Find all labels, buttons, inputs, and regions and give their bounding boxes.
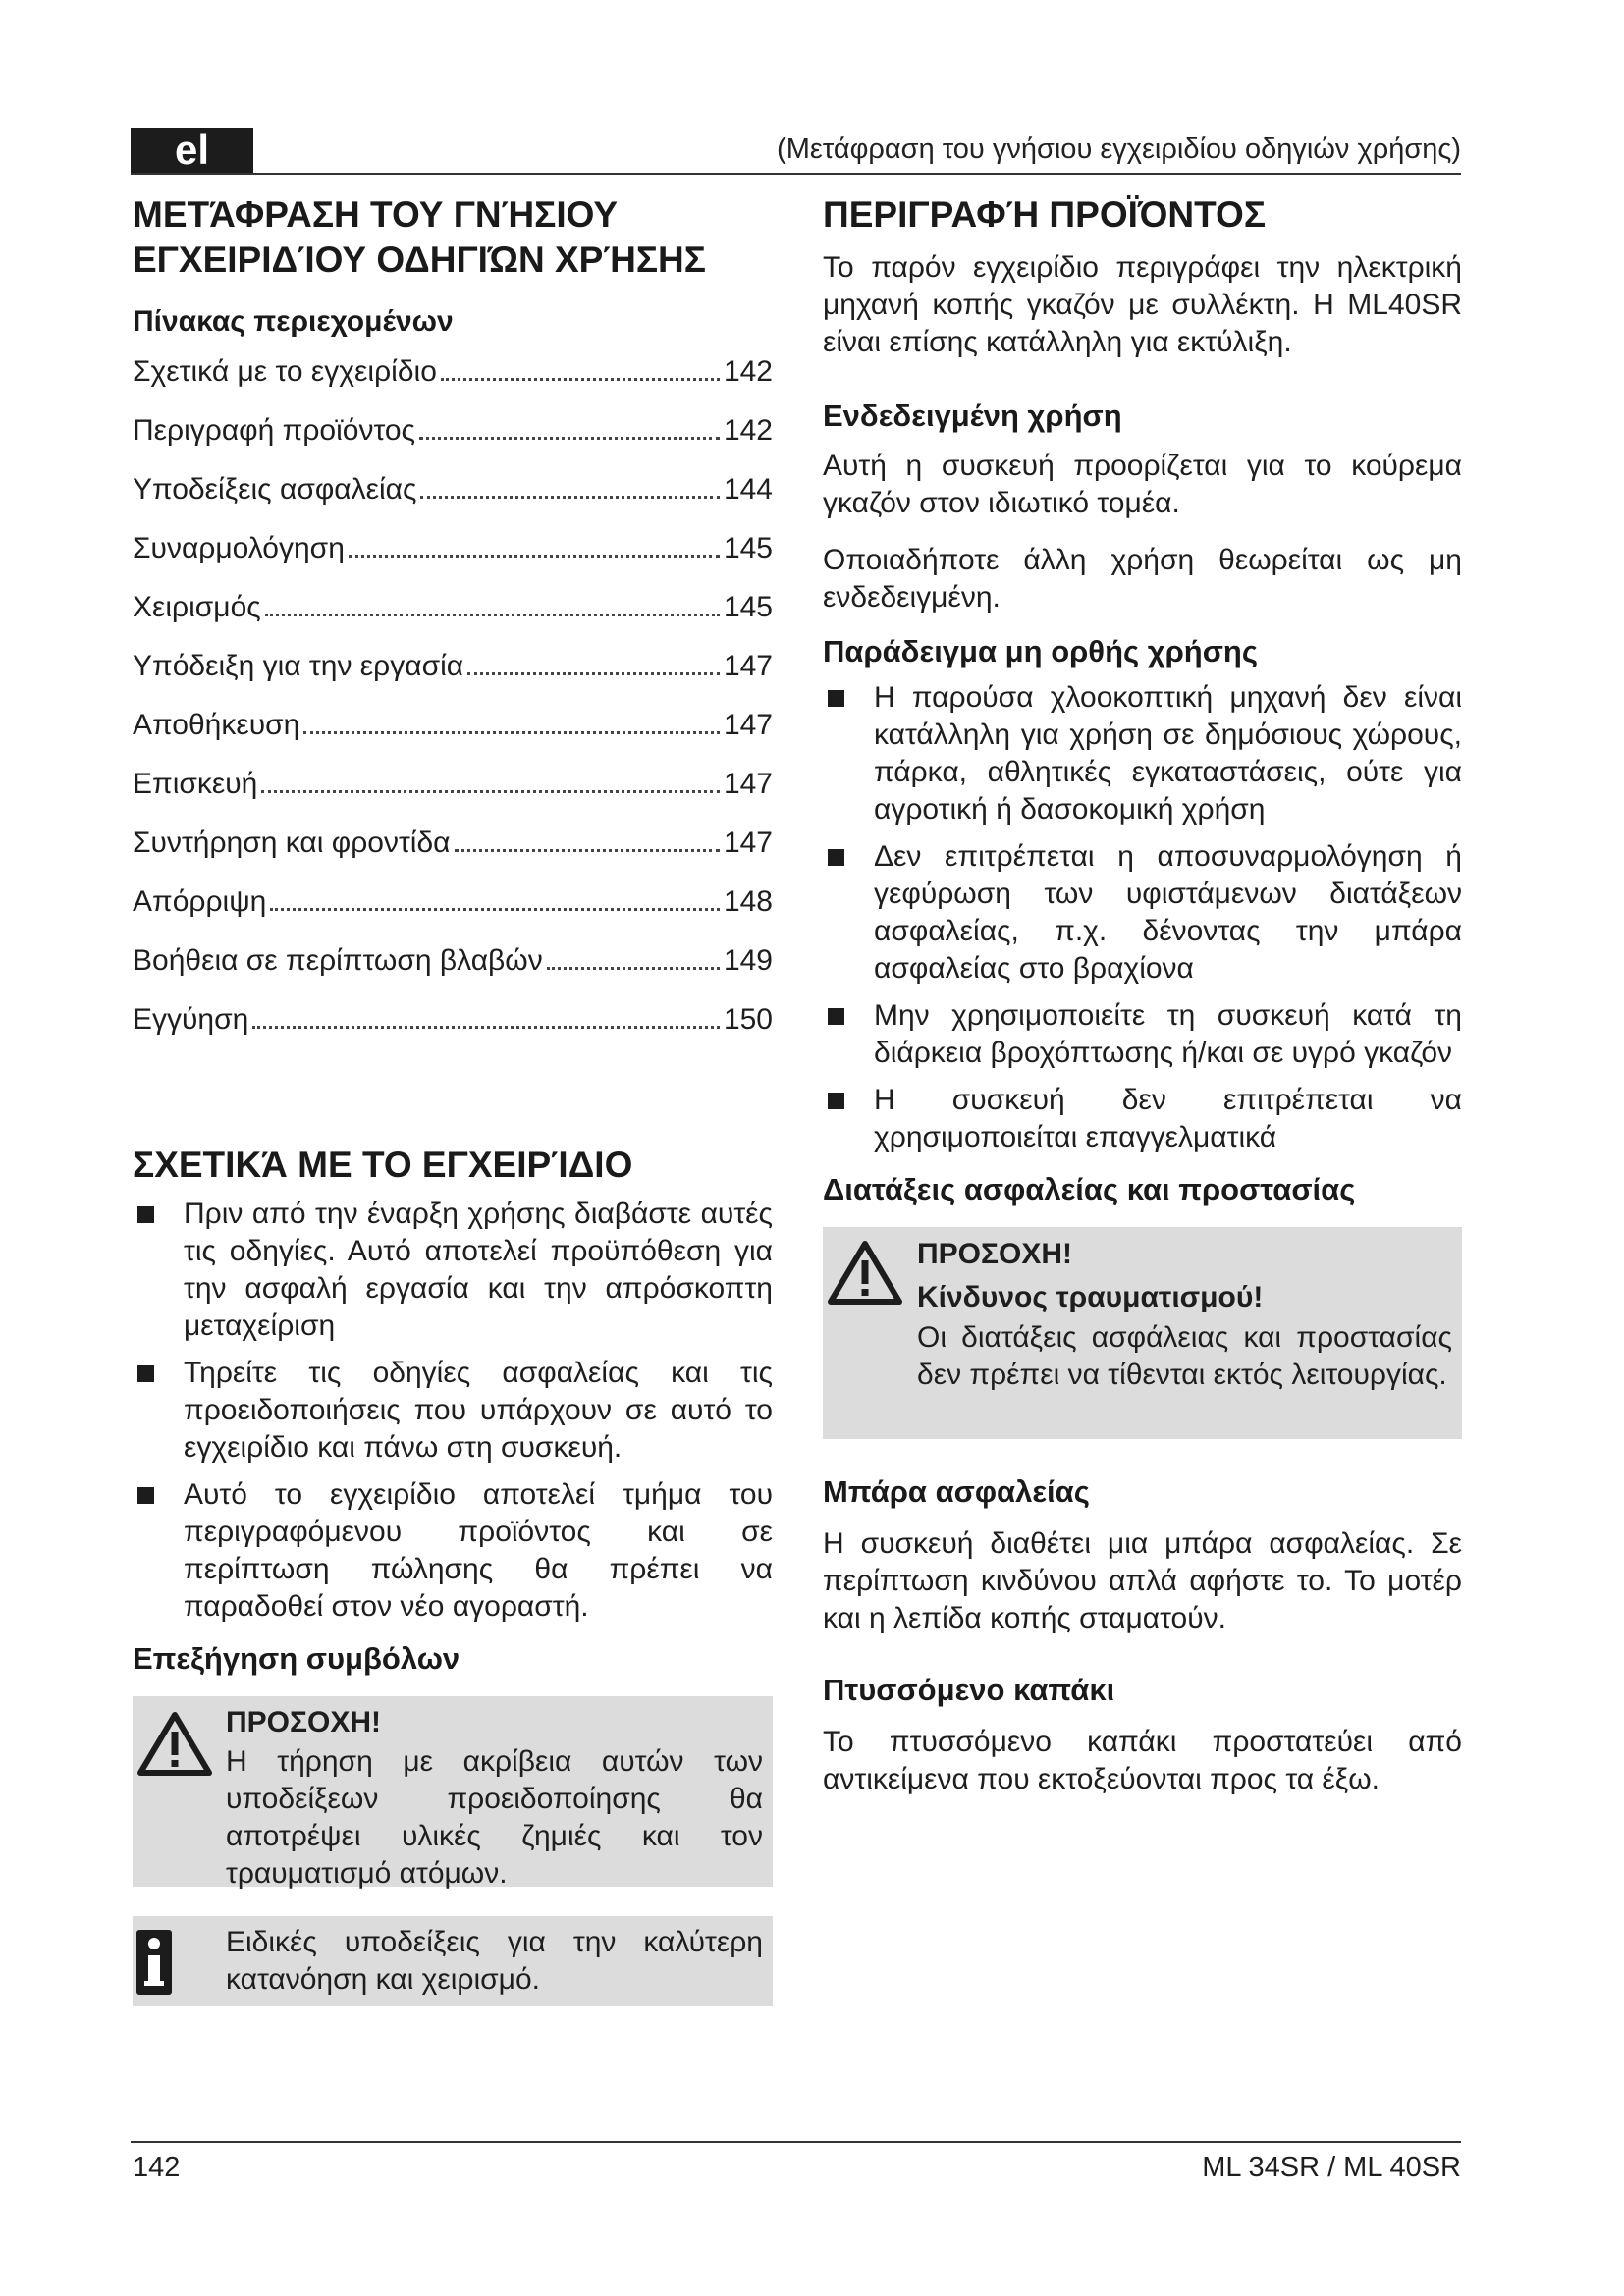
- toc-entry: [133, 1003, 773, 1062]
- toc-entry: [133, 532, 773, 591]
- toc-leader-dots: [547, 967, 720, 970]
- misuse-list: [823, 679, 1462, 1156]
- page-title: [133, 192, 773, 283]
- product-intro-text: Το παρόν εγχειρίδιο περιγράφει την ηλεκτρική μηχανή κοπής γκαζόν με συλλέκτη. Η ML40SR είναι επίσης κατάλληλη για εκτύλιξη.: [823, 251, 1462, 358]
- left-column: [133, 192, 773, 2006]
- toc-entry-page: 150: [723, 1003, 773, 1036]
- toc-entry-label: Εγγύηση: [133, 1003, 249, 1036]
- toc-entry-label: Συναρμολόγηση: [133, 532, 345, 564]
- toc-entry-page: 145: [723, 532, 773, 564]
- warning-title: ΠΡΟΣΟΧΗ!: [917, 1238, 1073, 1270]
- language-tag: el: [131, 128, 253, 174]
- toc-leader-dots: [419, 437, 720, 440]
- toc-entry: [133, 709, 773, 768]
- list-item: Πριν από την έναρξη χρήσης διαβάστε αυτές τις οδηγίες. Αυτό αποτελεί προϋπόθεση για την ασφαλή εργασία και την απρόσκοπτη μεταχείριση: [133, 1196, 773, 1345]
- toc-entry-label: Συντήρηση και φροντίδα: [133, 827, 451, 859]
- toc-leader-dots: [265, 614, 720, 616]
- toc-leader-dots: [467, 672, 720, 675]
- symbols-heading: Επεξήγηση συμβόλων: [133, 1641, 460, 1676]
- toc-entry-label: Απόρριψη: [133, 885, 267, 918]
- toc-entry: [133, 473, 773, 532]
- intended-use-heading: Ενδεδειγμένη χρήση: [823, 399, 1122, 433]
- header-subtitle: (Μετάφραση του γνήσιου εγχειριδίου οδηγιών χρήσης): [777, 133, 1461, 165]
- flap-heading: Πτυσσόμενο καπάκι: [823, 1673, 1115, 1707]
- toc-entry-label: Σχετικά με το εγχειρίδιο: [133, 355, 437, 388]
- toc-entry: [133, 591, 773, 650]
- list-item: Η συσκευή δεν επιτρέπεται να χρησιμοποιείται επαγγελματικά: [823, 1082, 1462, 1156]
- intended-use-note: Οποιαδήποτε άλλη χρήση θεωρείται ως μη ενδεδειγμένη.: [823, 544, 1462, 614]
- about-manual-list: [133, 1196, 773, 1626]
- info-text: Ειδικές υποδείξεις για την καλύτερη κατανόηση και χειρισμό.: [226, 1926, 763, 1996]
- info-icon: [136, 1930, 172, 2000]
- list-item: Μην χρησιμοποιείτε τη συσκευή κατά τη διάρκεια βροχόπτωσης ή/και σε υγρό γκαζόν: [823, 997, 1462, 1072]
- warning-box: [823, 1227, 1462, 1439]
- toc-entry-label: Υπόδειξη για την εργασία: [133, 650, 464, 682]
- warning-subtitle: Κίνδυνος τραυματισμού!: [917, 1281, 1264, 1313]
- page-number: 142: [133, 2152, 181, 2183]
- safety-bar-text: Η συσκευή διαθέτει μια μπάρα ασφαλείας. Σε περίπτωση κινδύνου απλά αφήστε το. Το μοτέρ και η λεπίδα κοπής σταματούν.: [823, 1527, 1462, 1634]
- toc-entry-label: Περιγραφή προϊόντος: [133, 414, 416, 447]
- toc-leader-dots: [349, 555, 720, 558]
- toc-entry-page: 145: [723, 591, 773, 623]
- toc-heading: Πίνακας περιεχομένων: [133, 305, 454, 338]
- list-item: Δεν επιτρέπεται η αποσυναρμολόγηση ή γεφύρωση των υφιστάμενων διατάξεων ασφαλείας, π.χ. δένοντας την μπάρα ασφαλείας στο βραχίονα: [823, 838, 1462, 988]
- toc-leader-dots: [261, 790, 720, 793]
- product-description-heading: ΠΕΡΙΓΡΑΦΉ ΠΡΟΪΌΝΤΟΣ: [823, 194, 1267, 235]
- toc-entry-label: Υποδείξεις ασφαλείας: [133, 473, 417, 506]
- toc-entry-page: 147: [723, 827, 773, 859]
- toc-entry-label: Χειρισμός: [133, 591, 261, 623]
- safety-devices-heading: Διατάξεις ασφαλείας και προστασίας: [823, 1172, 1356, 1206]
- misuse-heading: Παράδειγμα μη ορθής χρήσης: [823, 634, 1258, 668]
- page-title-line2: ΕΓΧΕΙΡΙΔΊΟΥ ΟΔΗΓΙΏΝ ΧΡΉΣΗΣ: [133, 240, 706, 280]
- warning-box: [133, 1696, 773, 1890]
- warning-text: Η τήρηση με ακρίβεια αυτών των υποδείξεων προειδοποίησης θα αποτρέψει υλικές ζημιές και τον τραυματισμό ατόμων.: [226, 1745, 763, 1890]
- right-column: [823, 192, 1462, 1798]
- toc-entry-page: 144: [723, 473, 773, 506]
- toc-entry: [133, 414, 773, 473]
- toc-leader-dots: [270, 908, 720, 911]
- toc-entry-page: 142: [723, 355, 773, 388]
- list-item: Η παρούσα χλοοκοπτική μηχανή δεν είναι κατάλληλη για χρήση σε δημόσιους χώρους, πάρκα, αθλητικές εγκαταστάσεις, ούτε για αγροτική ή δασοκομική χρήση: [823, 679, 1462, 828]
- list-item: Τηρείτε τις οδηγίες ασφαλείας και τις προειδοποιήσεις που υπάρχουν σε αυτό το εγχειρίδιο και πάνω στη συσκευή.: [133, 1355, 773, 1467]
- toc-entry: [133, 650, 773, 709]
- toc-entry-label: Βοήθεια σε περίπτωση βλαβών: [133, 944, 543, 977]
- toc-entry-label: Αποθήκευση: [133, 709, 300, 741]
- model-name: ML 34SR / ML 40SR: [1202, 2152, 1461, 2183]
- toc-leader-dots: [420, 496, 719, 499]
- toc-entry-page: 147: [723, 650, 773, 682]
- flap-text: Το πτυσσόμενο καπάκι προστατεύει από αντικείμενα που εκτοξεύονται προς τα έξω.: [823, 1726, 1462, 1795]
- toc-entry: [133, 768, 773, 827]
- intended-use-text: Αυτή η συσκευή προορίζεται για το κούρεμα γκαζόν στον ιδιωτικό τομέα.: [823, 450, 1462, 519]
- header-divider: [131, 173, 1461, 175]
- toc-leader-dots: [252, 1026, 720, 1029]
- toc-leader-dots: [303, 731, 720, 734]
- toc-entry: [133, 944, 773, 1003]
- toc-entry-page: 142: [723, 414, 773, 447]
- toc-entry-page: 148: [723, 885, 773, 918]
- toc-entry-page: 147: [723, 709, 773, 741]
- toc-leader-dots: [455, 849, 720, 852]
- toc-entry: [133, 827, 773, 885]
- warning-text: Οι διατάξεις ασφάλειας και προστασίας δεν πρέπει να τίθενται εκτός λειτουργίας.: [917, 1321, 1452, 1391]
- footer-divider: [131, 2141, 1461, 2143]
- toc-entry-label: Επισκευή: [133, 768, 258, 800]
- list-item: Αυτό το εγχειρίδιο αποτελεί τμήμα του περιγραφόμενου προϊόντος και σε περίπτωση πώλησης θα πρέπει να παραδοθεί στον νέο αγοραστή.: [133, 1476, 773, 1626]
- toc-entry-page: 147: [723, 768, 773, 800]
- warning-triangle-icon: [827, 1239, 903, 1310]
- warning-triangle-icon: [136, 1710, 213, 1782]
- page-title-line1: ΜΕΤΆΦΡΑΣΗ ΤΟΥ ΓΝΉΣΙΟΥ: [133, 194, 619, 235]
- warning-title: ΠΡΟΣΟΧΗ!: [226, 1706, 382, 1738]
- about-manual-heading: ΣΧΕΤΙΚΆ ΜΕ ΤΟ ΕΓΧΕΙΡΊΔΙΟ: [133, 1145, 633, 1185]
- toc-leader-dots: [441, 378, 720, 381]
- info-box: [133, 1916, 773, 2006]
- table-of-contents: [133, 355, 773, 1062]
- toc-entry: [133, 885, 773, 944]
- toc-entry-page: 149: [723, 944, 773, 977]
- safety-bar-heading: Μπάρα ασφαλείας: [823, 1474, 1090, 1509]
- toc-entry: [133, 355, 773, 414]
